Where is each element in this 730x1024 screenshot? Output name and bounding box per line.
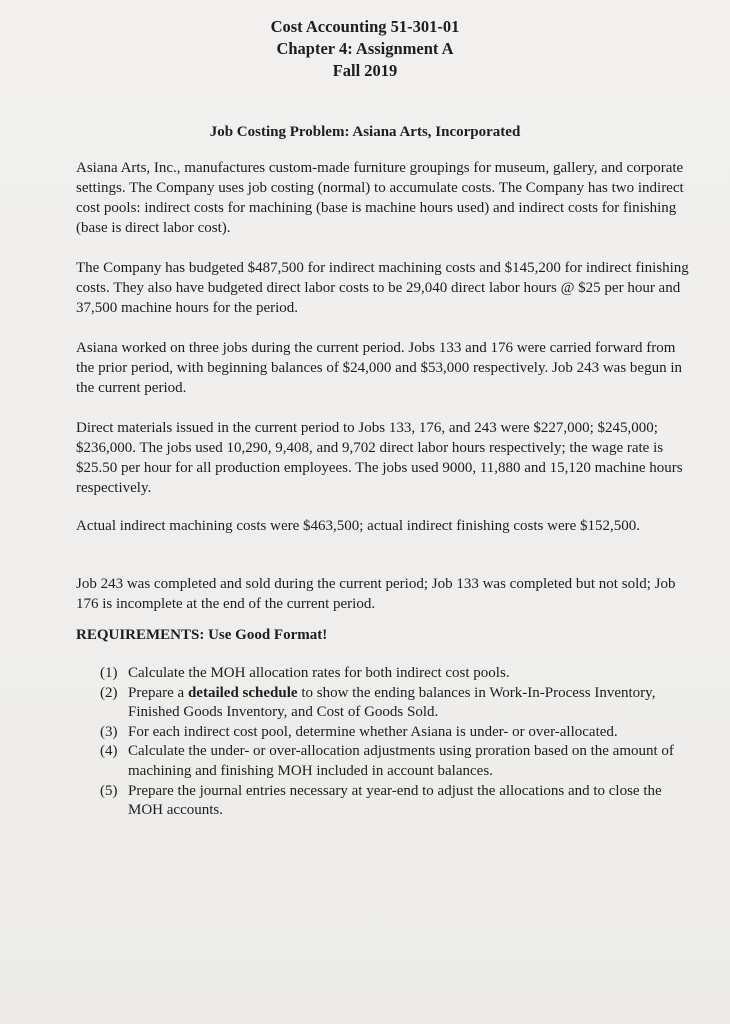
paragraph-actual-costs: Actual indirect machining costs were $463,500; actual indirect finishing costs were $152,500. [76, 518, 641, 534]
term-title: Fall 2019 [332, 61, 398, 80]
requirement-number: (1) [100, 665, 118, 681]
requirement-text-post: to show the ending balances in Work-In-Process Inventory, Finished Goods Inventory, and Cost of Goods Sold. [128, 684, 656, 721]
requirement-item [100, 723, 690, 743]
chapter-title: Chapter 4: Assignment A [276, 39, 454, 58]
paragraph-direct-costs: Direct materials issued in the current period to Jobs 133, 176, and 243 were $227,000; $245,000; $236,000. The jobs used 10,290, 9,408, and 9,702 direct labor hours respectively; the wage rate is $25.50 per hour for all production employees. The jobs used 9000, 11,880 and 15,120 machine hours respectively. [76, 420, 683, 496]
requirement-text: Calculate the MOH allocation rates for both indirect cost pools. [128, 665, 510, 681]
requirement-item [100, 782, 690, 821]
requirement-text: Prepare the journal entries necessary at year-end to adjust the allocations and to close the MOH accounts. [128, 782, 662, 819]
requirement-number: (5) [100, 782, 118, 799]
document-header [0, 16, 730, 82]
requirement-text: For each indirect cost pool, determine whether Asiana is under- or over-allocated. [128, 723, 618, 740]
requirement-item [100, 742, 690, 781]
course-title: Cost Accounting 51-301-01 [270, 17, 460, 36]
requirement-text: Calculate the under- or over-allocation adjustments using proration based on the amount of machining and finishing MOH included in account balances. [128, 743, 674, 779]
paragraph-jobs: Asiana worked on three jobs during the current period. Jobs 133 and 176 were carried forward from the prior period, with beginning balances of $24,000 and $53,000 respectively. Job 243 was begun in the current period. [76, 340, 682, 396]
paragraph-budget: The Company has budgeted $487,500 for indirect machining costs and $145,200 for indirect finishing costs. They also have budgeted direct labor costs to be 29,040 direct labor hours @ $25 per hour and 37,500 machine hours for the period. [76, 260, 689, 316]
problem-title: Job Costing Problem: Asiana Arts, Incorporated [209, 124, 521, 140]
paragraph-company-overview: Asiana Arts, Inc., manufactures custom-made furniture groupings for museum, gallery, and corporate settings. The Company uses job costing (normal) to accumulate costs. The Company has two indirect cost pools: indirect costs for machining (base is machine hours used) and indirect costs for finishing (base is direct labor cost). [76, 160, 684, 236]
requirement-number: (3) [100, 723, 118, 740]
requirement-number: (4) [100, 743, 118, 760]
requirement-text [128, 684, 690, 723]
paragraph-job-status: Job 243 was completed and sold during the current period; Job 133 was completed but not sold; Job 176 is incomplete at the end of the current period. [76, 576, 676, 612]
requirements-heading: REQUIREMENTS: Use Good Format! [76, 627, 328, 643]
requirement-item [100, 664, 690, 684]
requirement-number: (2) [100, 684, 118, 701]
requirements-list [100, 664, 690, 821]
requirement-text-bold: detailed schedule [187, 684, 298, 701]
requirement-text-pre: Prepare a [128, 684, 188, 701]
requirement-item [100, 684, 690, 723]
